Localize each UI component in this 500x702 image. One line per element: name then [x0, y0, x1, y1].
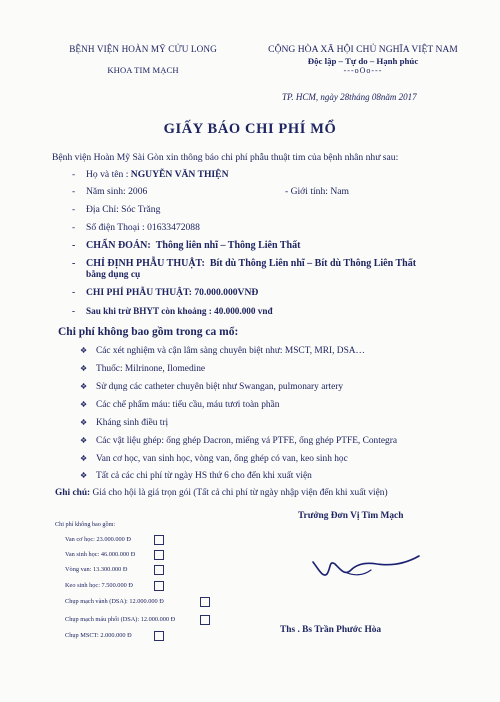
intro-text: Bệnh viện Hoàn Mỹ Sài Gòn xin thông báo chi phí phẫu thuật tim của bệnh nhân như sau: [52, 152, 399, 163]
checkbox[interactable] [200, 615, 210, 625]
surgery-cont: bằng dụng cụ [86, 270, 141, 280]
patient-name-label: Họ và tên : [86, 169, 131, 180]
checkbox[interactable] [154, 631, 164, 641]
list-item: ❖ Các chế phẩm máu: tiểu cầu, máu tươi toàn phần [80, 400, 280, 410]
republic-name: CỘNG HÒA XÃ HỘI CHỦ NGHĨA VIỆT NAM [268, 44, 458, 55]
list-item: ❖ Van cơ học, van sinh học, vòng van, ống ghép có van, keo sinh học [80, 454, 348, 464]
surgery-label: CHỈ ĐỊNH PHẪU THUẬT: [86, 258, 205, 269]
list-item: ❖ Tất cả các chi phí từ ngày HS thứ 6 cho đến khi xuất viện [80, 471, 312, 481]
patient-phone-row: - Số điện Thoại : 01633472088 [72, 222, 200, 233]
table-row: Chụp MSCT: 2.000.000 Đ [65, 632, 132, 639]
cost-row: - CHI PHÍ PHẪU THUẬT: 70.000.000VNĐ [72, 287, 259, 298]
department-name: KHOA TIM MẠCH [107, 65, 179, 75]
list-item: ❖ Các xét nghiệm và cận lâm sàng chuyên biệt như: MSCT, MRI, DSA… [80, 346, 365, 356]
list-item: ❖ Thuốc: Milrinone, Ilomedine [80, 364, 206, 374]
national-motto: Độc lập – Tự do – Hạnh phúc [307, 56, 419, 66]
table-row: Vòng van: 13.300.000 Đ [65, 566, 128, 573]
list-item: ❖ Kháng sinh điều trị [80, 418, 169, 428]
price-list-title: Chi phí không bao gồm: [55, 521, 116, 528]
surgery-value: Bít dù Thông Liên nhĩ – Bít dù Thông Liên Thất [209, 258, 417, 269]
patient-birth-row: - Năm sinh: 2006 [72, 186, 148, 197]
signer-title: Trưởng Đơn Vị Tim Mạch [298, 511, 404, 521]
patient-address: Địa Chỉ: Sóc Trăng [86, 204, 161, 215]
checkbox[interactable] [154, 550, 164, 560]
bullet-icon: ❖ [80, 418, 88, 427]
diagnosis-label: CHẨN ĐOÁN: [86, 240, 151, 251]
bullet-icon: ❖ [80, 346, 88, 355]
patient-phone: Số điện Thoại : 01633472088 [86, 222, 200, 233]
table-row: Van cơ học: 23.000.000 Đ [65, 536, 131, 543]
note-text: Giá cho hội là giá trọn gói (Tất cả chi phí từ ngày nhập viện đến khi xuất viện) [90, 488, 388, 498]
surgery-cost: CHI PHÍ PHẪU THUẬT: 70.000.000VNĐ [86, 287, 259, 298]
signer-name: Ths . Bs Trần Phước Hòa [280, 625, 382, 635]
signature-icon [305, 540, 425, 595]
bullet-icon: ❖ [80, 364, 88, 373]
checkbox[interactable] [200, 597, 210, 607]
after-insurance-cost: Sau khi trừ BHYT còn khoảng : 40.000.000 vnđ [86, 306, 273, 316]
diagnosis-row: - CHẨN ĐOÁN: Thông liên nhĩ – Thông Liên Thất [72, 240, 301, 251]
list-item: ❖ Các vật liệu ghép: ống ghép Dacron, miếng vá PTFE, ống ghép PTFE, Contegra [80, 436, 397, 446]
bullet-icon: ❖ [80, 454, 88, 463]
patient-name: NGUYỄN VĂN THIỆN [130, 169, 229, 180]
diagnosis-value: Thông liên nhĩ – Thông Liên Thất [155, 240, 301, 251]
surgery-row: - CHỈ ĐỊNH PHẪU THUẬT: Bít dù Thông Liên nhĩ – Bít dù Thông Liên Thất [72, 258, 417, 269]
bullet-icon: ❖ [80, 382, 88, 391]
checkbox[interactable] [154, 565, 164, 575]
document-title: GIẤY BÁO CHI PHÍ MỔ [163, 121, 337, 137]
bullet-icon: ❖ [80, 400, 88, 409]
table-row: Van sinh học: 46.000.000 Đ [65, 551, 136, 558]
checkbox[interactable] [154, 535, 164, 545]
table-row: Keo sinh học: 7.500.000 Đ [65, 582, 133, 589]
patient-gender: - Giới tính: Nam [285, 186, 349, 197]
hospital-name: BỆNH VIỆN HOÀN MỸ CỬU LONG [69, 44, 217, 54]
exclusions-title: Chi phí không bao gồm trong ca mổ: [58, 326, 239, 338]
bullet-icon: ❖ [80, 471, 88, 480]
note-label: Ghi chú: [55, 488, 91, 498]
table-row: Chụp mạch vành (DSA): 12.000.000 Đ [65, 598, 164, 605]
republic-header [258, 44, 468, 75]
checkbox[interactable] [154, 581, 164, 591]
patient-birth: Năm sinh: 2006 [86, 186, 148, 197]
hospital-header [48, 44, 238, 75]
table-row: Chụp mạch máu phổi (DSA): 12.000.000 Đ [65, 616, 176, 623]
after-insurance-row: - Sau khi trừ BHYT còn khoảng : 40.000.000 vnđ [72, 306, 273, 316]
list-item: ❖ Sử dụng các catheter chuyên biệt như Swangan, pulmonary artery [80, 382, 344, 392]
note-row [55, 488, 388, 498]
patient-name-row: - Họ và tên : NGUYỄN VĂN THIỆN [72, 169, 229, 180]
bullet-icon: ❖ [80, 436, 88, 445]
document-date: TP. HCM, ngày 28tháng 08năm 2017 [282, 92, 417, 102]
header-ornament: ---oOo--- [343, 66, 383, 75]
patient-address-row: - Địa Chỉ: Sóc Trăng [72, 204, 161, 215]
